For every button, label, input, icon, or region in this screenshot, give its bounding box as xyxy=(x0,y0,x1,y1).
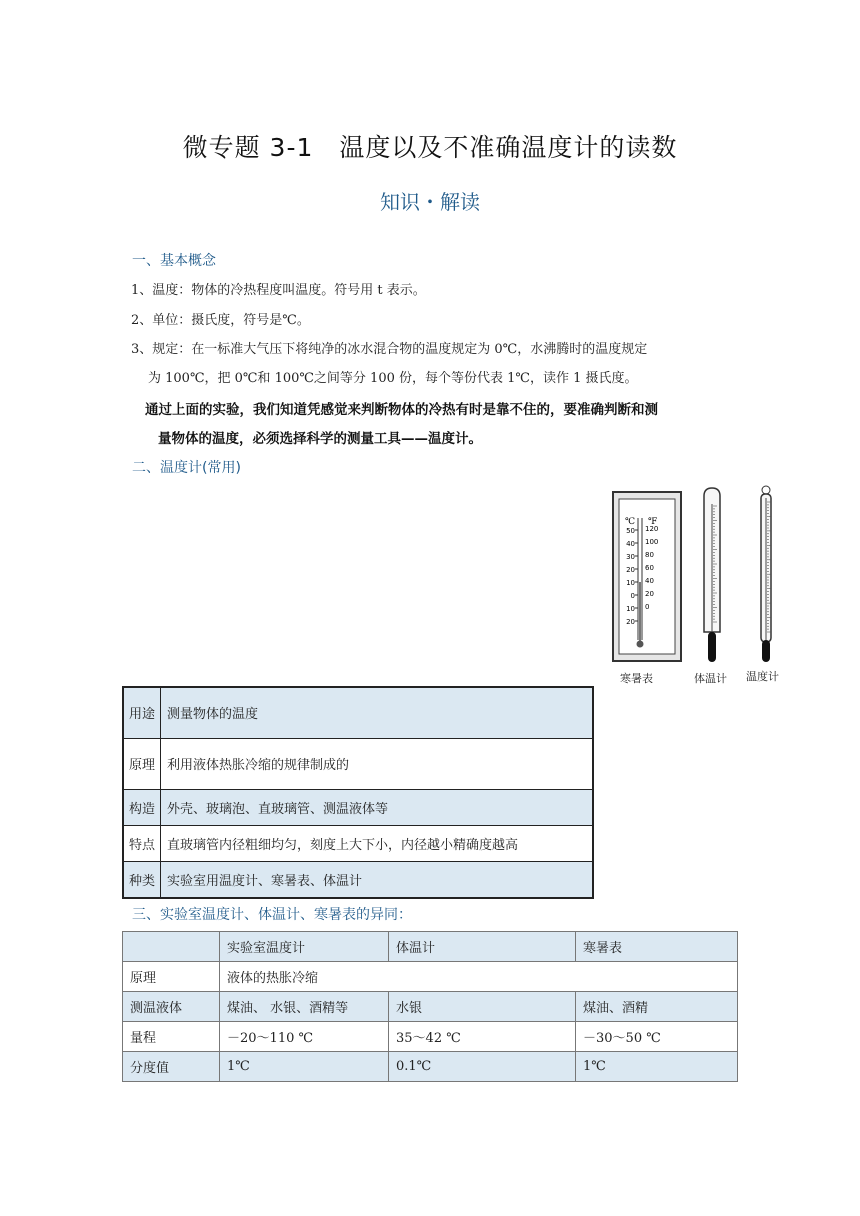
row-value: 直玻璃管内径粗细均匀，刻度上大下小，内径越小精确度越高 xyxy=(161,825,594,861)
row-label: 原理 xyxy=(123,962,220,992)
header-cell: 寒暑表 xyxy=(576,932,738,962)
table-row xyxy=(123,687,593,738)
table-row xyxy=(123,738,593,789)
fahrenheit-tick-label: 40 xyxy=(645,577,654,585)
principle-value: 液体的热胀冷缩 xyxy=(220,962,738,992)
table-cell: 35～42 ℃ xyxy=(389,1022,576,1052)
paragraph-rule-cont: 为 100℃，把 0℃和 100℃之间等分 100 份，每个等份代表 1℃，读作 1 摄氏度。 xyxy=(148,371,638,386)
table-row xyxy=(123,825,593,861)
celsius-tick-label: 40 xyxy=(626,540,635,548)
clinical-thermometer-icon xyxy=(704,488,720,662)
header-cell xyxy=(123,932,220,962)
weather-thermometer-icon xyxy=(613,492,681,661)
section1-heading: 一、基本概念 xyxy=(132,253,216,269)
table-cell: 煤油、 水银、酒精等 xyxy=(220,992,389,1022)
celsius-tick-label: 30 xyxy=(626,553,635,561)
celsius-label: ℃ xyxy=(625,517,636,527)
fahrenheit-tick-label: 60 xyxy=(645,564,654,572)
table-cell: 1℃ xyxy=(576,1052,738,1082)
row-value: 外壳、玻璃泡、直玻璃管、测温液体等 xyxy=(161,789,594,825)
bold-paragraph-cont: 量物体的温度，必须选择科学的测量工具——温度计。 xyxy=(158,431,482,447)
table-row xyxy=(123,1052,738,1082)
table-cell: 煤油、酒精 xyxy=(576,992,738,1022)
row-key: 构造 xyxy=(123,789,161,825)
page-subtitle: 知识・解读 xyxy=(380,190,480,214)
table-row xyxy=(123,1022,738,1052)
row-label: 分度值 xyxy=(123,1052,220,1082)
header-cell: 体温计 xyxy=(389,932,576,962)
celsius-tick-label: 50 xyxy=(626,527,635,535)
table-header-row xyxy=(123,932,738,962)
celsius-tick-label: 10 xyxy=(626,605,635,613)
row-label: 量程 xyxy=(123,1022,220,1052)
section2-heading: 二、温度计(常用) xyxy=(132,460,241,476)
paragraph-rule: 3、规定：在一标准大气压下将纯净的冰水混合物的温度规定为 0℃，水沸腾时的温度规定 xyxy=(131,342,648,357)
fahrenheit-tick-label: 80 xyxy=(645,551,654,559)
table-cell: －20～110 ℃ xyxy=(220,1022,389,1052)
fahrenheit-tick-label: 0 xyxy=(645,603,650,611)
row-key: 用途 xyxy=(123,687,161,738)
fahrenheit-tick-label: 20 xyxy=(645,590,654,598)
row-value: 利用液体热胀冷缩的规律制成的 xyxy=(161,738,594,789)
paragraph-temperature: 1、温度：物体的冷热程度叫温度。符号用 t 表示。 xyxy=(131,283,426,298)
table-row xyxy=(123,861,593,898)
table-cell: 0.1℃ xyxy=(389,1052,576,1082)
lab-thermometer-icon xyxy=(761,486,771,662)
celsius-tick-label: 10 xyxy=(626,579,635,587)
table-row xyxy=(123,789,593,825)
thermometer-figure xyxy=(600,482,795,687)
table-cell: 1℃ xyxy=(220,1052,389,1082)
table-row xyxy=(123,962,738,992)
thermometer-info-table xyxy=(122,686,594,899)
row-key: 原理 xyxy=(123,738,161,789)
celsius-tick-label: 20 xyxy=(626,566,635,574)
comparison-table xyxy=(122,931,738,1082)
caption-weather-thermometer: 寒暑表 xyxy=(620,672,653,685)
caption-clinical-thermometer: 体温计 xyxy=(694,672,727,685)
table-cell: 水银 xyxy=(389,992,576,1022)
row-label: 测温液体 xyxy=(123,992,220,1022)
caption-lab-thermometer: 温度计 xyxy=(746,670,779,683)
row-value: 测量物体的温度 xyxy=(161,687,594,738)
fahrenheit-label: ℉ xyxy=(648,517,658,527)
celsius-tick-label: 20 xyxy=(626,618,635,626)
row-key: 特点 xyxy=(123,825,161,861)
page-title: 微专题 3-1 温度以及不准确温度计的读数 xyxy=(182,133,678,162)
table-cell: －30～50 ℃ xyxy=(576,1022,738,1052)
bold-paragraph: 通过上面的实验，我们知道凭感觉来判断物体的冷热有时是靠不住的，要准确判断和测 xyxy=(145,402,658,418)
paragraph-unit: 2、单位：摄氏度，符号是℃。 xyxy=(131,313,310,328)
row-value: 实验室用温度计、寒暑表、体温计 xyxy=(161,861,594,898)
section3-heading: 三、实验室温度计、体温计、寒暑表的异同： xyxy=(132,907,412,923)
fahrenheit-tick-label: 120 xyxy=(645,525,659,533)
table-row xyxy=(123,992,738,1022)
fahrenheit-tick-label: 100 xyxy=(645,538,659,546)
row-key: 种类 xyxy=(123,861,161,898)
celsius-tick-label: 0 xyxy=(630,592,635,600)
header-cell: 实验室温度计 xyxy=(220,932,389,962)
